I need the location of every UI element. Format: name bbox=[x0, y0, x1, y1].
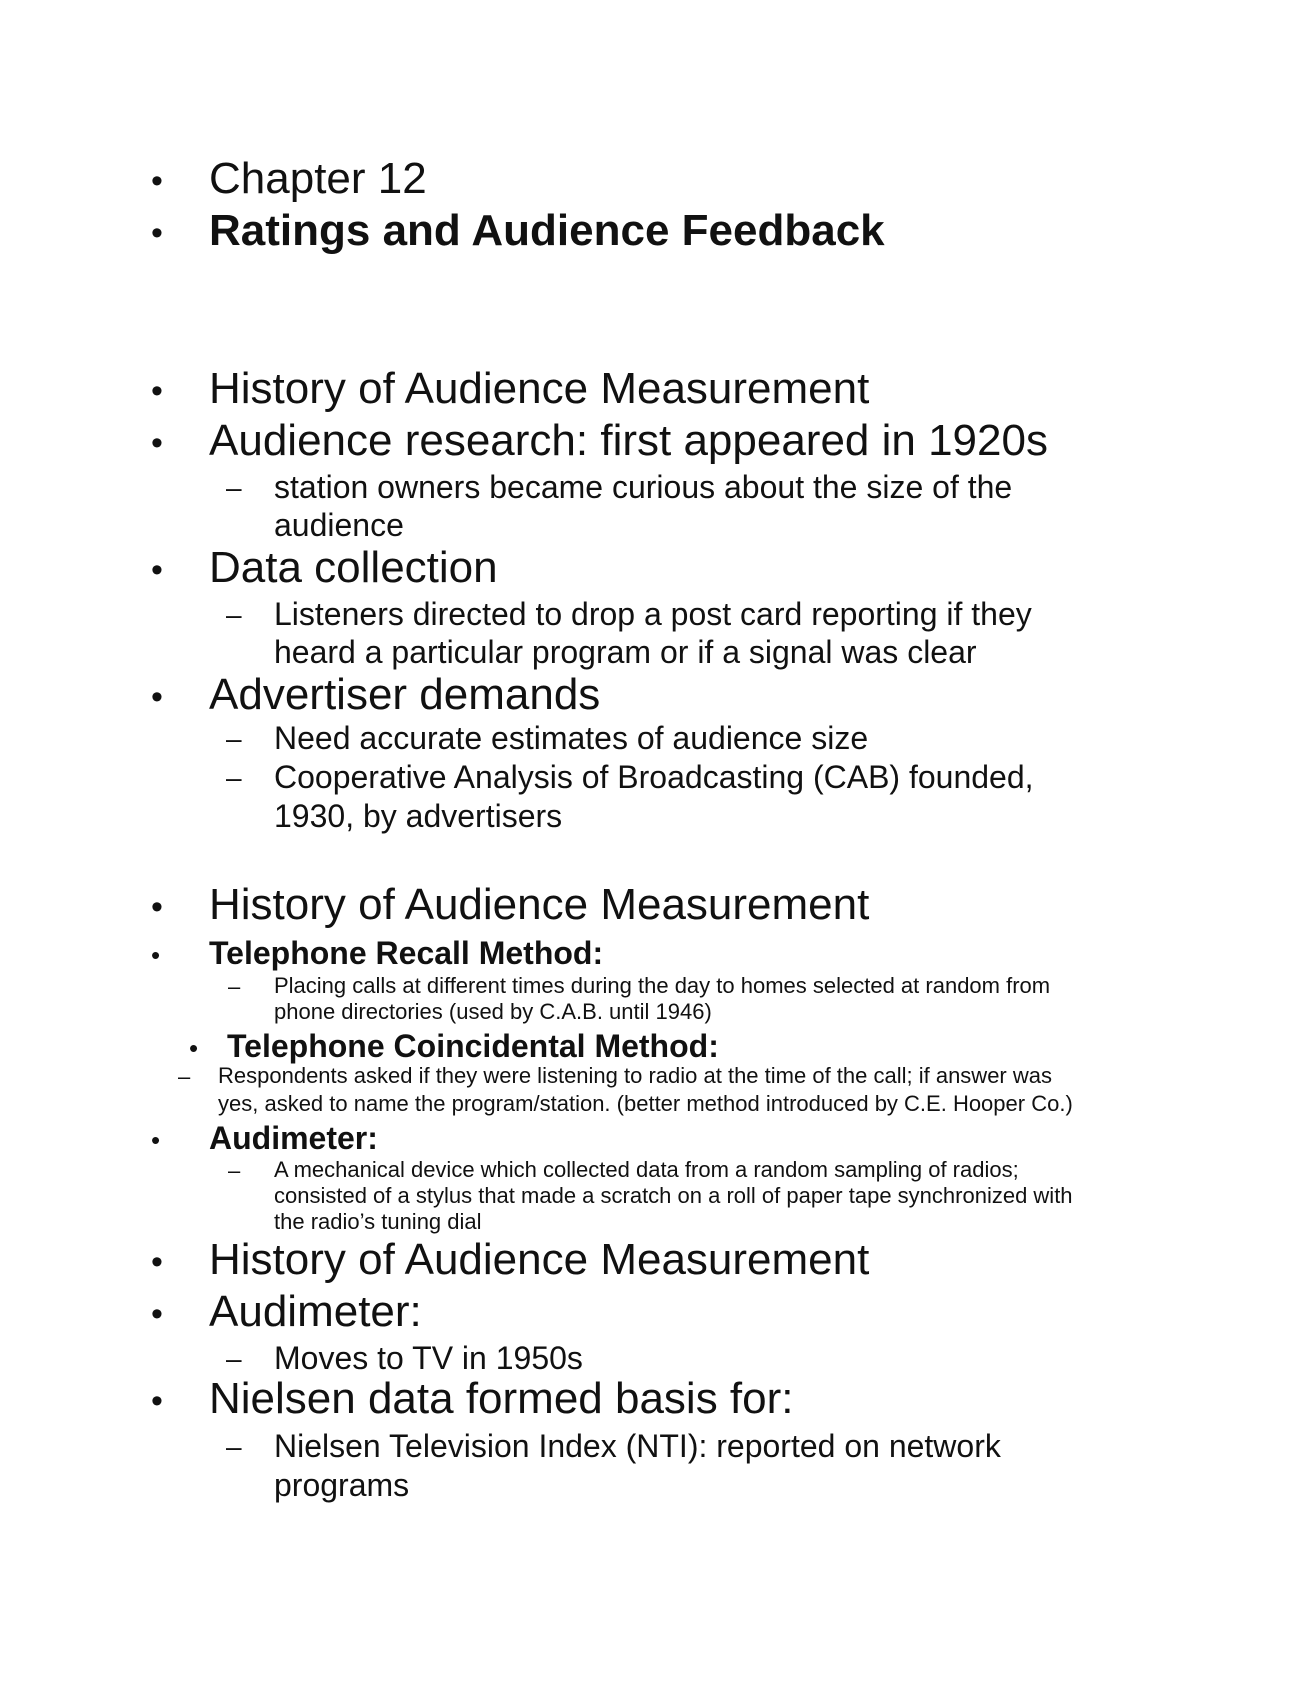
sub-list-item-continuation: 1930, by advertisers bbox=[274, 798, 563, 834]
bullet-marker: • bbox=[151, 372, 163, 410]
sub-list-item: station owners became curious about the size of the bbox=[274, 469, 1013, 505]
bullet-marker: • bbox=[151, 424, 163, 462]
section-heading: History of Audience Measurement bbox=[209, 880, 870, 929]
dash-marker: – bbox=[226, 1343, 242, 1374]
sub-list-item: Cooperative Analysis of Broadcasting (CAB) founded, bbox=[274, 759, 1034, 795]
section-heading: History of Audience Measurement bbox=[209, 1235, 870, 1284]
list-item: Telephone Coincidental Method: bbox=[227, 1028, 719, 1064]
dash-marker: – bbox=[228, 974, 241, 999]
sub-list-item-continuation: phone directories (used by C.A.B. until 1946) bbox=[274, 999, 712, 1024]
chapter-number: Chapter 12 bbox=[209, 154, 427, 203]
bullet-marker: • bbox=[151, 551, 163, 589]
sub-list-item-continuation: audience bbox=[274, 507, 404, 543]
sub-list-item: A mechanical device which collected data from a random sampling of radios; bbox=[274, 1157, 1019, 1182]
sub-list-item-continuation: consisted of a stylus that made a scratch on a roll of paper tape synchronized with bbox=[274, 1183, 1073, 1208]
sub-list-item-continuation: yes, asked to name the program/station. (better method introduced by C.E. Hooper Co.) bbox=[218, 1091, 1073, 1116]
dash-marker: – bbox=[226, 599, 242, 630]
dash-marker: – bbox=[226, 762, 242, 793]
bullet-marker: • bbox=[151, 1382, 163, 1420]
sub-list-item-continuation: heard a particular program or if a signal was clear bbox=[274, 634, 977, 670]
sub-list-item-continuation: programs bbox=[274, 1467, 410, 1503]
bullet-marker: • bbox=[151, 162, 163, 200]
sub-list-item: Listeners directed to drop a post card reporting if they bbox=[274, 596, 1032, 632]
list-item: Audience research: first appeared in 1920s bbox=[209, 416, 1048, 465]
dash-marker: – bbox=[226, 723, 242, 754]
list-item: Nielsen data formed basis for: bbox=[209, 1374, 794, 1423]
bullet-marker: • bbox=[189, 1033, 199, 1063]
sub-list-item: Nielsen Television Index (NTI): reported on network bbox=[274, 1428, 1001, 1464]
list-item: Telephone Recall Method: bbox=[209, 935, 604, 971]
bullet-marker: • bbox=[151, 678, 163, 716]
sub-list-item: Placing calls at different times during the day to homes selected at random from bbox=[274, 973, 1051, 998]
dash-marker: – bbox=[228, 1158, 241, 1183]
sub-list-item: Respondents asked if they were listening to radio at the time of the call; if answer was bbox=[218, 1063, 1052, 1088]
bullet-marker: • bbox=[151, 1243, 163, 1281]
bullet-marker: • bbox=[151, 940, 161, 970]
dash-marker: – bbox=[178, 1064, 191, 1089]
list-item: Advertiser demands bbox=[209, 670, 601, 719]
bullet-marker: • bbox=[151, 1295, 163, 1333]
bullet-marker: • bbox=[151, 1125, 161, 1155]
chapter-title: Ratings and Audience Feedback bbox=[209, 206, 885, 255]
bullet-marker: • bbox=[151, 214, 163, 252]
list-item: Audimeter: bbox=[209, 1287, 422, 1336]
list-item: Data collection bbox=[209, 543, 498, 592]
sub-list-item: Need accurate estimates of audience size bbox=[274, 720, 869, 756]
sub-list-item: Moves to TV in 1950s bbox=[274, 1340, 583, 1376]
dash-marker: – bbox=[226, 472, 242, 503]
bullet-marker: • bbox=[151, 888, 163, 926]
sub-list-item-continuation: the radio’s tuning dial bbox=[274, 1209, 482, 1234]
list-item: Audimeter: bbox=[209, 1120, 378, 1156]
section-heading: History of Audience Measurement bbox=[209, 364, 870, 413]
dash-marker: – bbox=[226, 1431, 242, 1462]
